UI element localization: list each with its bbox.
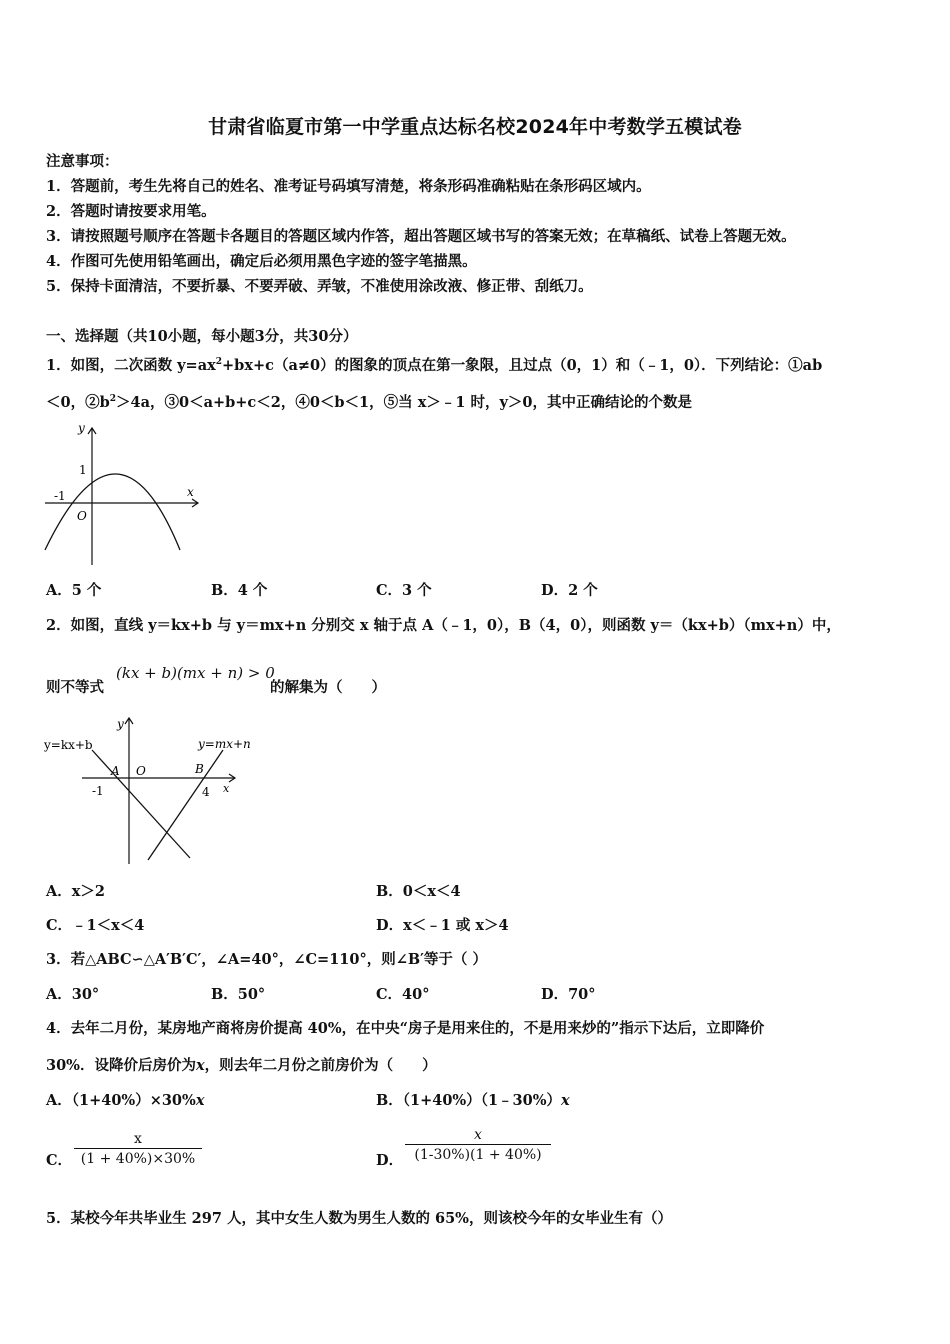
q4-option-b[interactable]: B．（1+40%）（1﹣30%）x [376,1092,570,1109]
q2-point-a-label: A [111,764,120,778]
q4-option-a[interactable]: A．（1+40%）×30%x [46,1092,205,1109]
q2-inequality: (kx + b)(mx + n) > 0 [116,664,275,682]
q2-option-c[interactable]: C．﹣1＜x＜4 [46,917,145,934]
q1-line-2: ＜0，$②b^2>4a$，③0＜a+b+c＜2，④0＜b＜1，⑤当 x＞﹣1 时，y＞0，其中正确结论的个数是 [46,393,692,411]
q3-option-b[interactable]: B．50° [211,986,266,1003]
q2-point-b-label: B [195,762,204,776]
q2-option-d[interactable]: D．x＜﹣1 或 x＞4 [376,917,509,934]
notice-item-2: 2．答题时请按要求用笔。 [46,203,216,220]
notice-heading: 注意事项： [46,153,119,170]
q2-y-label: y [117,717,124,731]
q2-label-mx-n: y=mx+n [198,737,251,751]
q1-one-label: 1 [79,463,87,477]
q5-line-1: 5．某校今年共毕业生 297 人，其中女生人数为男生人数的 65%，则该校今年的女毕业生有（） [46,1210,672,1227]
section-heading: 一、选择题（共10小题，每小题3分，共30分） [46,328,358,345]
q4-line-2: 30%．设降价后房价为x，则去年二月份之前房价为（ ） [46,1057,437,1074]
q4-option-c-label[interactable]: C． [46,1152,73,1169]
q2-line-2-suffix: 的解集为（ ） [270,679,386,696]
q4-option-d-fraction[interactable] [405,1126,551,1165]
q3-option-c[interactable]: C．40° [376,986,430,1003]
q2-line-mx-n [148,750,223,860]
q1-line-1: 1．如图，二次函数 $y=ax^2+bx+c(a\ne 0)$的图象的顶点在第一象限，且过点（0，1）和（﹣1，0）．下列结论：①ab [46,356,823,374]
q2-neg-one-label: -1 [92,784,104,798]
q1-parabola-figure [40,420,210,570]
q3-option-a[interactable]: A．30° [46,986,100,1003]
q1-neg-one-label: -1 [54,489,66,503]
q4-option-d-numerator: x [474,1127,482,1143]
q2-origin-label: O [136,764,146,778]
q4-option-d-label[interactable]: D． [376,1152,404,1169]
q1-option-c[interactable]: C．3 个 [376,582,432,599]
q1-y-label: y [78,421,85,435]
q1-origin-label: O [77,509,87,523]
q3-option-d[interactable]: D．70° [541,986,596,1003]
q2-option-b[interactable]: B．0＜x＜4 [376,883,461,900]
q2-option-a[interactable]: A．x＞2 [46,883,105,900]
q2-label-kx-b: y=kx+b [44,738,93,752]
q4-option-c-numerator: x [134,1131,142,1147]
q2-line-1: 2．如图，直线 y＝kx+b 与 y＝mx+n 分别交 x 轴于点 A（﹣1，0），B（4，0），则函数 y＝（kx+b）（mx+n）中， [46,617,841,634]
q1-option-b[interactable]: B．4 个 [211,582,268,599]
q1-option-d[interactable]: D．2 个 [541,582,598,599]
page-title: 甘肃省临夏市第一中学重点达标名校2024年中考数学五模试卷 [208,116,742,138]
q4-line-1: 4．去年二月份，某房地产商将房价提高 40%，在中央“房子是用来住的，不是用来炒的”指示下达后，立即降价 [46,1020,765,1037]
notice-item-4: 4．作图可先使用铅笔画出，确定后必须用黑色字迹的签字笔描黑。 [46,253,477,270]
q2-x-label: x [223,782,230,795]
q2-four-label: 4 [202,785,210,799]
notice-item-5: 5．保持卡面清洁，不要折暴、不要弄破、弄皱，不准使用涂改液、修正带、刮纸刀。 [46,278,593,295]
q4-option-c-denominator: (1 + 40%)×30% [74,1148,202,1169]
q2-lines-figure [40,712,270,870]
q1-option-a[interactable]: A．5 个 [46,582,102,599]
q4-option-d-denominator: (1-30%)(1 + 40%) [405,1144,551,1165]
q1-x-label: x [187,485,194,499]
notice-item-1: 1．答题前，考生先将自己的姓名、准考证号码填写清楚，将条形码准确粘贴在条形码区域内。 [46,178,651,195]
q4-option-c-fraction[interactable] [74,1130,202,1169]
notice-item-3: 3．请按照题号顺序在答题卡各题目的答题区域内作答，超出答题区域书写的答案无效；在草稿纸、试卷上答题无效。 [46,228,796,245]
q3-line-1: 3．若△ABC∽△A′B′C′，∠A=40°，∠C=110°，则∠B′等于（ ） [46,951,487,968]
q1-parabola-curve [45,474,180,550]
q2-line-2-prefix: 则不等式 [46,679,104,696]
